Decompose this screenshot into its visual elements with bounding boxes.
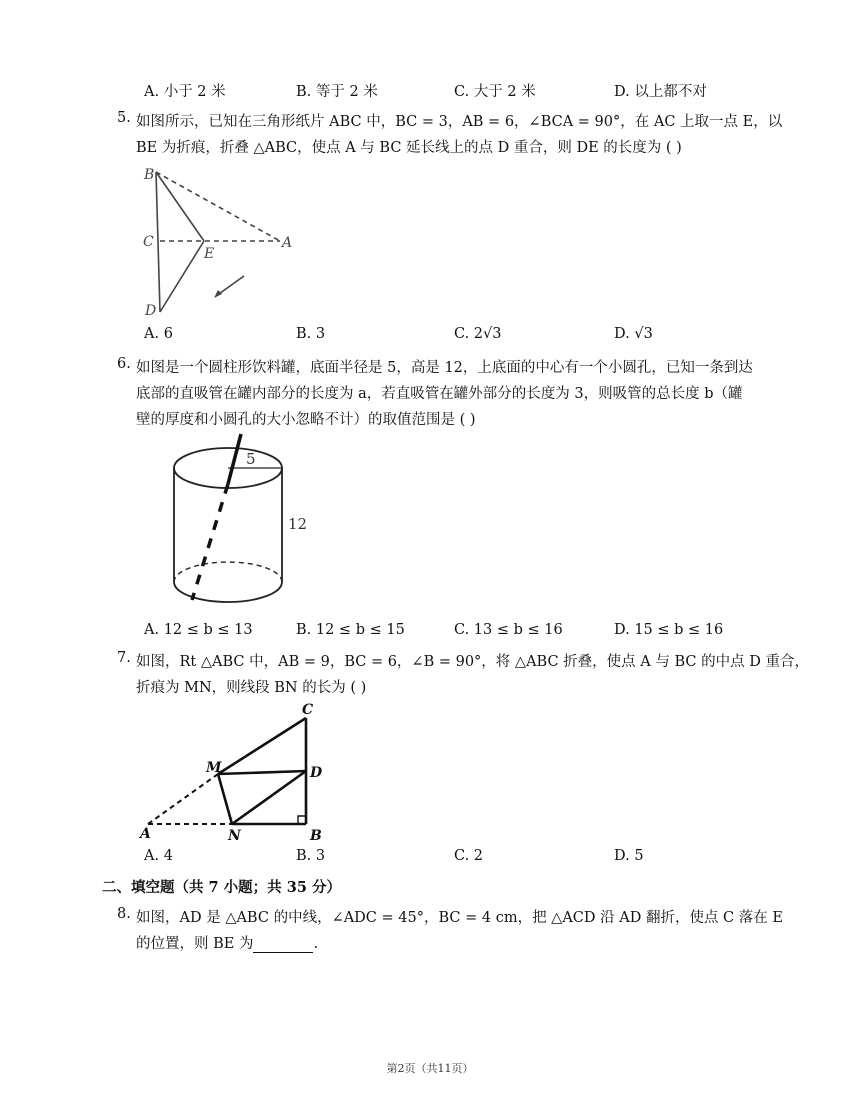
q5-option-d: D. √3 [614,326,653,342]
q5-option-c: C. 2√3 [454,326,502,342]
q7-label-m: M [206,760,222,776]
q7-option-b: B. 3 [296,848,326,864]
q5-line-ba [156,172,280,241]
q5-label-d: D [145,303,157,319]
q5-label-e: E [204,246,215,262]
q7-line-nd [232,771,306,824]
q7-line-md [218,771,306,774]
q8-line-1: 如图，AD 是 △ABC 的中线，∠ADC = 45°，BC = 4 cm，把 △ACD 沿 AD 翻折，使点 C 落在 E [136,910,783,926]
q5-figure [138,162,298,322]
q4-option-a: A. 小于 2 米 [144,84,226,100]
q5-label-a: A [282,235,293,251]
q7-label-d: D [310,765,323,781]
q6-number: 6. [117,356,131,372]
q5-line-bd [156,172,160,312]
q6-line-3: 壁的厚度和小圆孔的大小忽略不计）的取值范围是 ( ) [136,412,476,428]
q5-line-2: BE 为折痕，折叠 △ABC，使点 A 与 BC 延长线上的点 D 重合，则 DE 的长度为 ( ) [136,140,682,156]
q6-line-1: 如图是一个圆柱形饮料罐，底面半径是 5，高是 12，上底面的中心有一个小圆孔，已知一条到达 [136,360,753,376]
q8-line-2-end: . [313,936,319,952]
q6-bottom-back [174,562,282,582]
q7-line-cm [218,718,306,774]
q4-option-b: B. 等于 2 米 [296,84,378,100]
q6-option-c: C. 13 ≤ b ≤ 16 [454,622,563,638]
q7-option-d: D. 5 [614,848,644,864]
q7-line-am [148,774,218,824]
q7-line-1: 如图，Rt △ABC 中，AB = 9，BC = 6，∠B = 90°，将 △ABC 折叠，使点 A 与 BC 的中点 D 重合， [136,654,809,670]
q5-line-be [156,172,204,241]
q6-straw-inside [192,484,228,600]
q6-figure [166,432,336,618]
q7-figure [136,700,336,844]
q6-line-2: 底部的直吸管在罐内部分的长度为 a，若直吸管在罐外部分的长度为 3，则吸管的总长度 b（罐 [136,386,743,402]
q7-line-mn [218,774,232,824]
q5-arrow-head [214,290,222,298]
q5-option-b: B. 3 [296,326,326,342]
q8-line-2 [136,932,318,953]
q7-option-a: A. 4 [144,848,173,864]
q4-option-c: C. 大于 2 米 [454,84,536,100]
q7-number: 7. [117,650,131,666]
q8-line-2-text: 的位置，则 BE 为 [136,936,254,952]
q5-option-a: A. 6 [144,326,173,342]
q4-option-d: D. 以上都不对 [614,84,707,100]
q6-option-b: B. 12 ≤ b ≤ 15 [296,622,405,638]
q5-label-b: B [144,167,155,183]
q6-bottom-front [174,582,282,602]
q6-option-d: D. 15 ≤ b ≤ 16 [614,622,724,638]
q6-label-radius: 5 [246,450,256,468]
q7-label-b: B [310,828,322,844]
q7-label-n: N [228,828,241,844]
q6-label-height: 12 [288,515,308,533]
q5-number: 5. [117,110,131,126]
section-title-fill-in: 二、填空题（共 7 小题；共 35 分） [102,879,341,896]
q8-number: 8. [117,906,131,922]
q7-option-c: C. 2 [454,848,484,864]
q5-label-c: C [143,234,154,250]
q5-line-ed [160,241,204,312]
q7-line-2: 折痕为 MN，则线段 BN 的长为 ( ) [136,680,367,696]
q8-answer-blank[interactable] [253,938,313,953]
q5-line-1: 如图所示，已知在三角形纸片 ABC 中，BC = 3，AB = 6，∠BCA = 90°，在 AC 上取一点 E，以 [136,114,783,130]
q6-straw-outside [228,434,241,484]
q7-label-a: A [140,826,151,842]
q7-label-c: C [302,702,314,718]
page-footer: 第2页（共11页） [386,1062,474,1075]
q6-option-a: A. 12 ≤ b ≤ 13 [144,622,253,638]
